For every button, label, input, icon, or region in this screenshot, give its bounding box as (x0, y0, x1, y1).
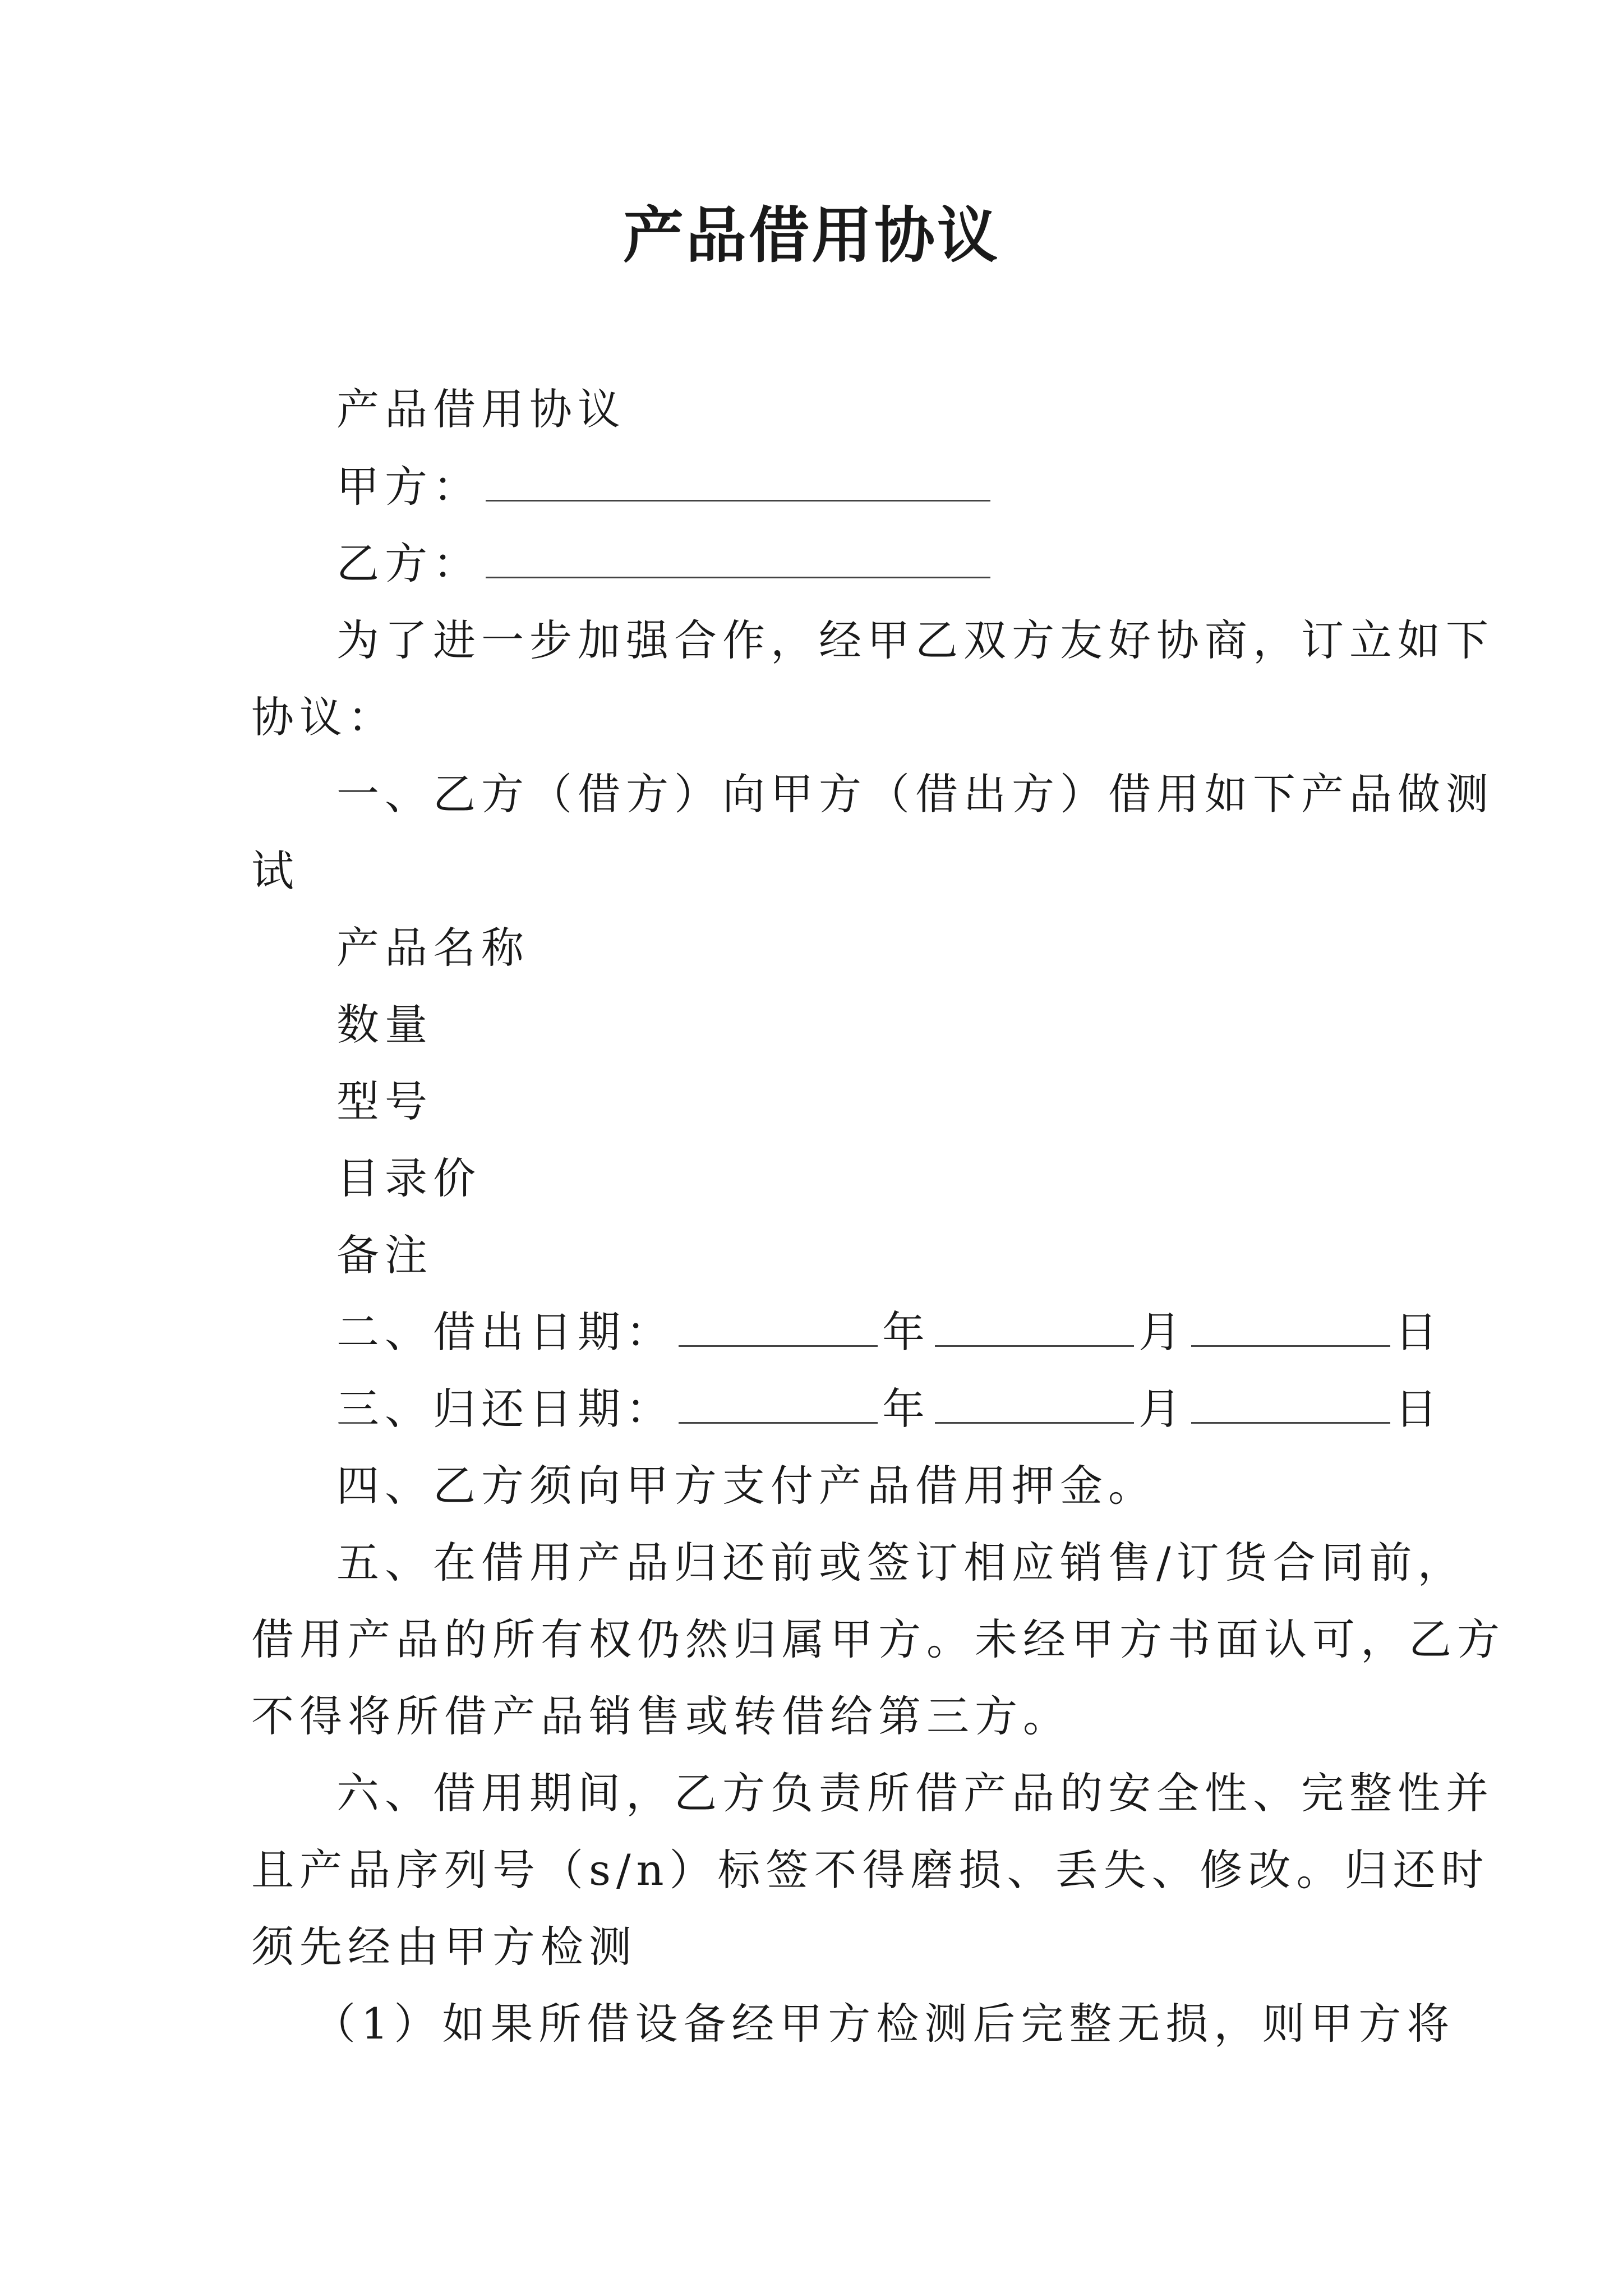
clause-4: 四、乙方须向甲方支付产品借用押金。 (336, 1461, 1156, 1511)
lend-date-line (251, 1304, 1443, 1360)
return-month-blank (935, 1383, 1134, 1424)
document-title: 产品借用协议 (623, 200, 1000, 271)
intro-line-2: 协议： (251, 692, 396, 742)
lend-year-label: 年 (882, 1307, 930, 1357)
clause-6-line-3: 须先经由甲方检测 (251, 1922, 637, 1972)
return-date-label: 三、归还日期： (336, 1384, 674, 1434)
party-b-blank (486, 537, 990, 578)
clause-1-line-2: 试 (251, 846, 299, 896)
return-day-label: 日 (1395, 1384, 1443, 1434)
field-quantity: 数量 (336, 1000, 433, 1050)
return-year-label: 年 (882, 1384, 930, 1434)
lend-year-blank (679, 1306, 878, 1347)
lend-month-label: 月 (1138, 1307, 1187, 1357)
party-a-line (251, 459, 1384, 515)
return-day-blank (1191, 1383, 1390, 1424)
lend-month-blank (935, 1306, 1134, 1347)
party-a-label: 甲方： (336, 462, 481, 512)
lend-day-blank (1191, 1306, 1390, 1347)
clause-6-line-1: 六、借用期间，乙方负责所借产品的安全性、完整性并 (336, 1768, 1494, 1818)
clause-6-line-2: 且产品序列号（s/n）标签不得磨损、丢失、修改。归还时 (251, 1845, 1490, 1895)
clause-5-line-1: 五、在借用产品归还前或签订相应销售/订货合同前， (336, 1538, 1466, 1588)
subtitle: 产品借用协议 (336, 384, 626, 434)
return-date-line (251, 1381, 1443, 1437)
intro-line-1: 为了进一步加强合作，经甲乙双方友好协商，订立如下 (336, 615, 1494, 665)
clause-5-line-2: 借用产品的所有权仍然归属甲方。未经甲方书面认可，乙方 (251, 1614, 1505, 1664)
clause-6-sub-1: （1）如果所借设备经甲方检测后完整无损，则甲方将 (313, 1999, 1455, 2049)
clause-1-line-1: 一、乙方（借方）向甲方（借出方）借用如下产品做测 (336, 769, 1494, 819)
return-month-label: 月 (1138, 1384, 1187, 1434)
return-year-blank (679, 1383, 878, 1424)
lend-day-label: 日 (1395, 1307, 1443, 1357)
field-list-price: 目录价 (336, 1153, 481, 1203)
party-b-label: 乙方： (336, 539, 481, 588)
lend-date-label: 二、借出日期： (336, 1307, 674, 1357)
field-model: 型号 (336, 1076, 433, 1126)
clause-5-line-3: 不得将所借产品销售或转借给第三方。 (251, 1691, 1071, 1741)
party-a-blank (486, 461, 990, 501)
field-remarks: 备注 (336, 1230, 433, 1280)
field-product-name: 产品名称 (336, 923, 529, 973)
party-b-line (251, 536, 1384, 592)
